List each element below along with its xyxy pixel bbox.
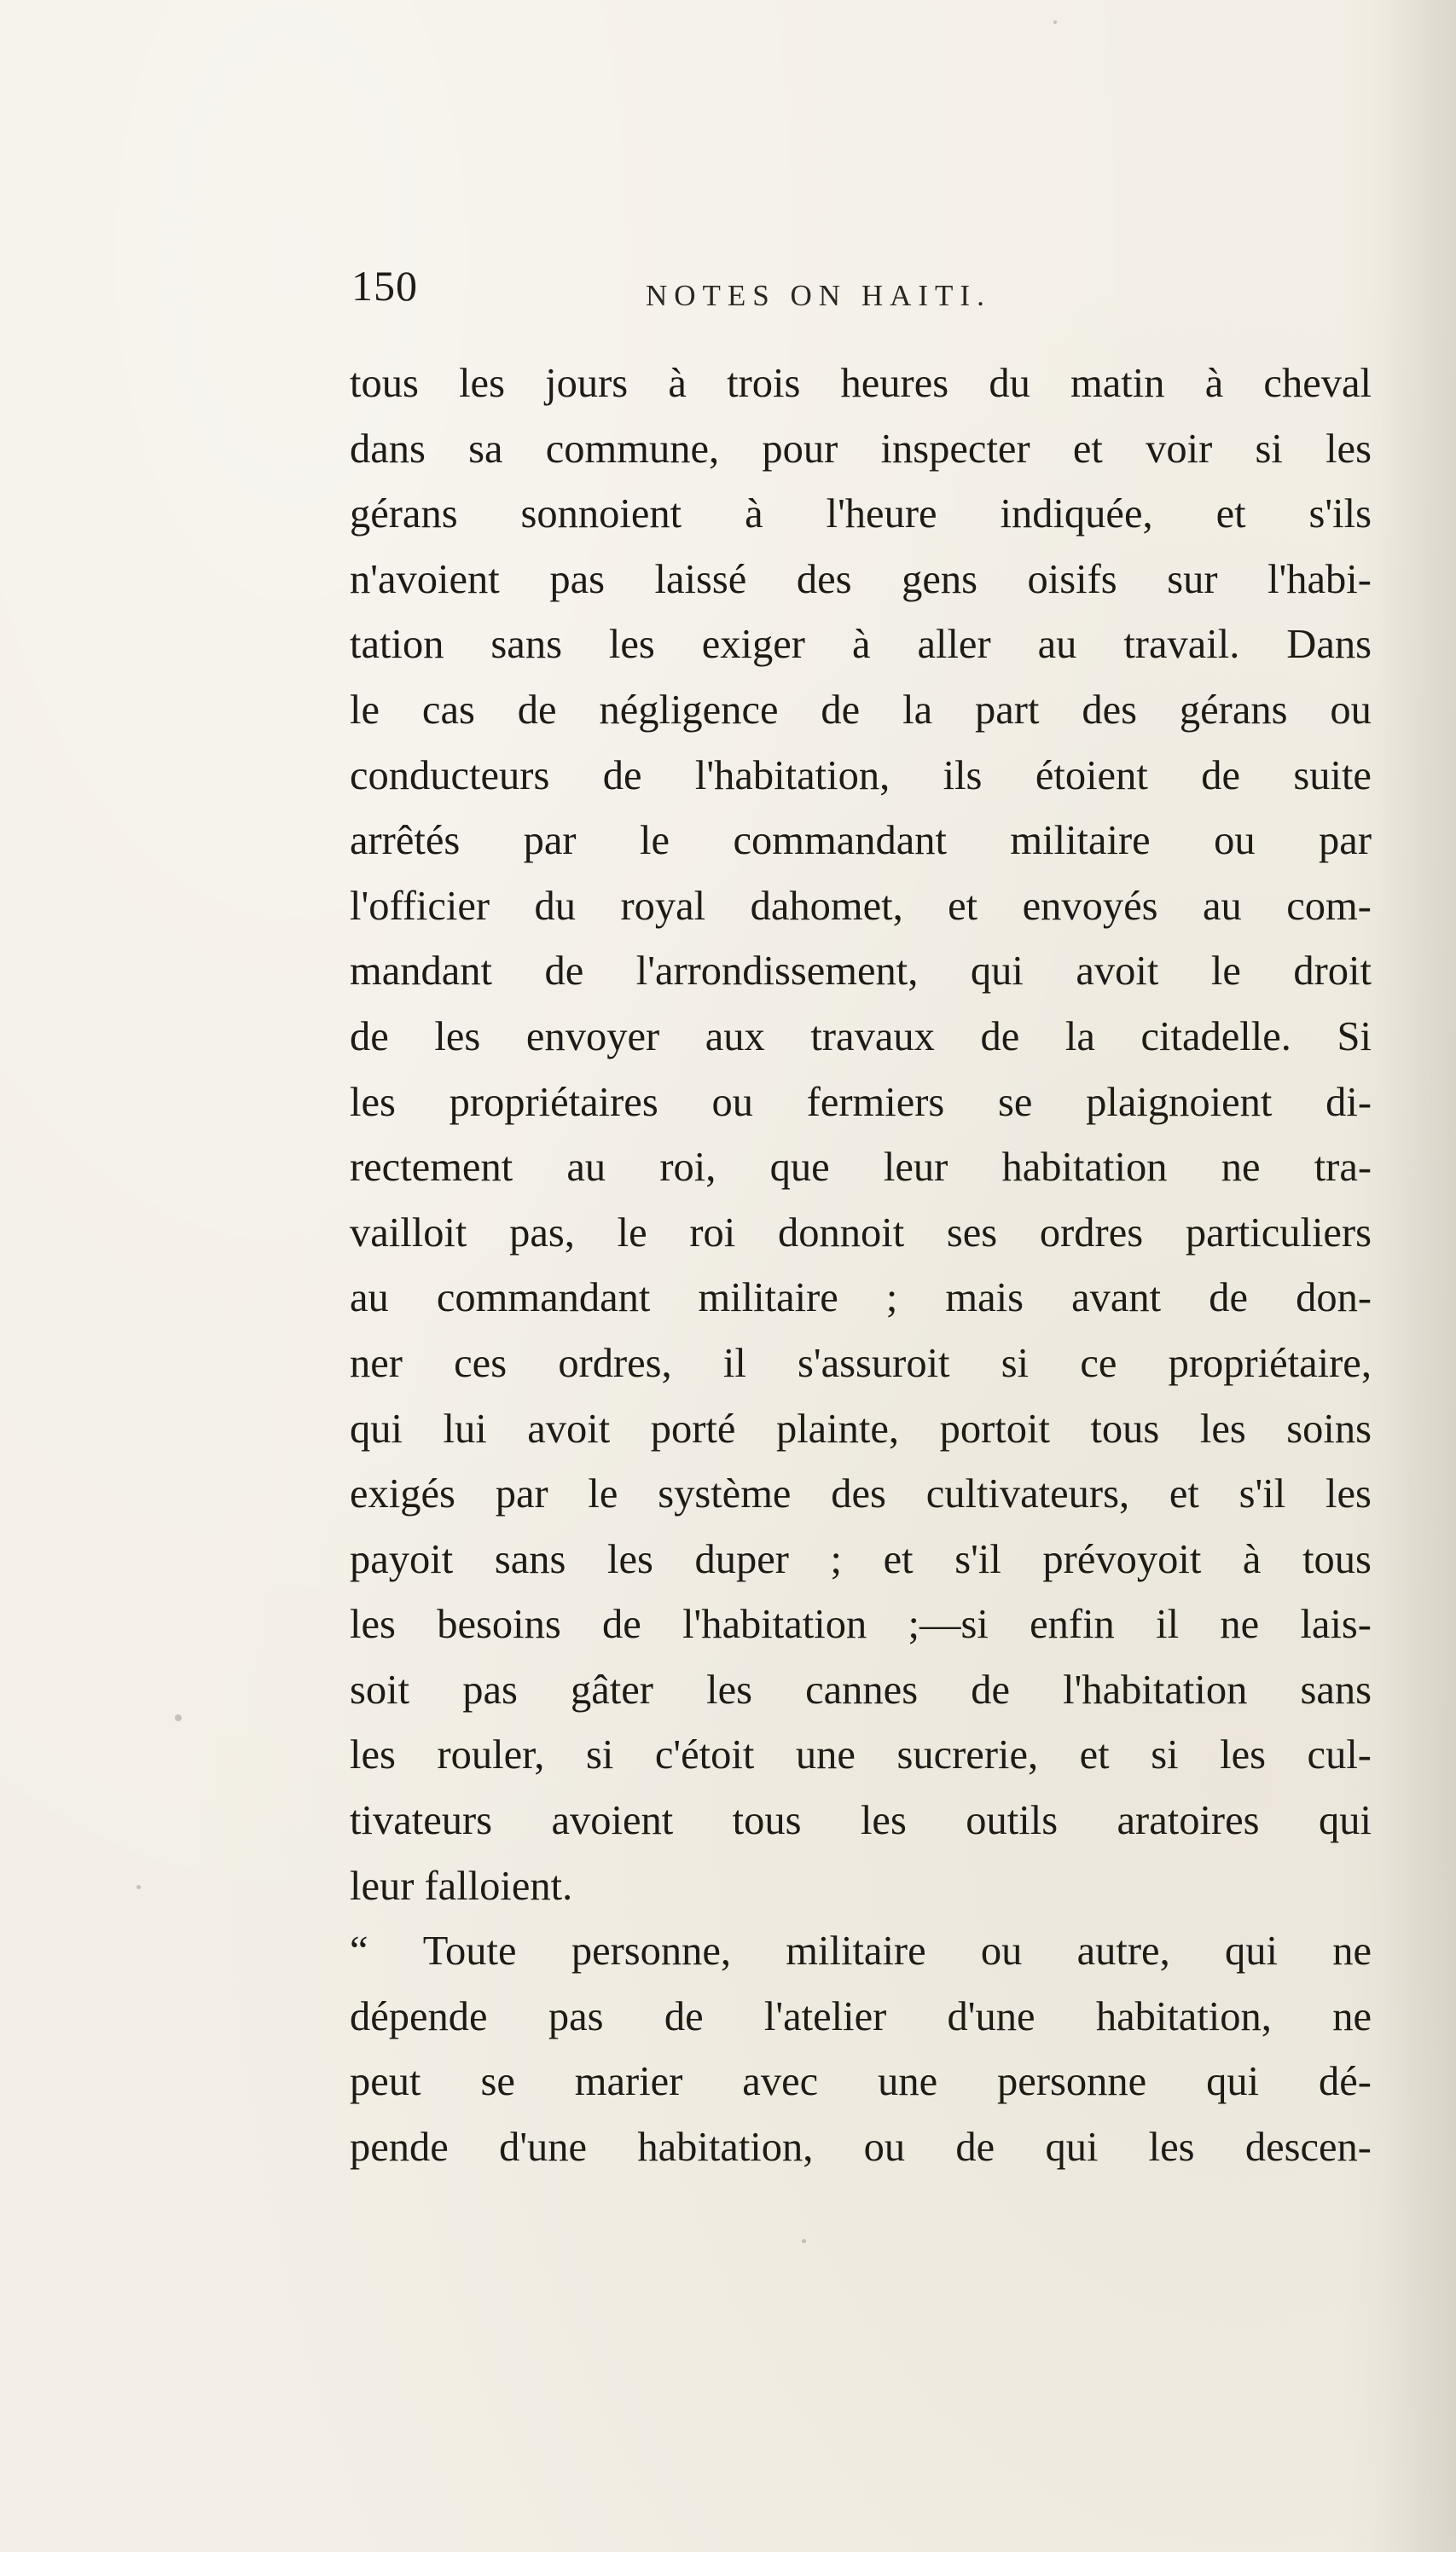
text-line: les propriétaires ou fermiers se plaignoient di- [350, 1079, 1372, 1125]
text-line: tivateurs avoient tous les outils aratoires qui [350, 1798, 1372, 1844]
text-line: les besoins de l'habitation ;—si enfin il ne lais- [350, 1602, 1372, 1648]
text-line: de les envoyer aux travaux de la citadelle. Si [350, 1013, 1372, 1059]
text-line: dépende pas de l'atelier d'une habitation, ne [350, 1993, 1372, 2039]
text-line: vailloit pas, le roi donnoit ses ordres particuliers [350, 1209, 1372, 1256]
print-speck [1053, 20, 1057, 24]
text-line: payoit sans les duper ; et s'il prévoyoit à tous [350, 1536, 1372, 1582]
text-line: mandant de l'arrondissement, qui avoit le droit [350, 948, 1372, 995]
print-speck [802, 2239, 806, 2243]
text-line: au commandant militaire ; mais avant de don- [350, 1275, 1372, 1321]
text-line: rectement au roi, que leur habitation ne tra- [350, 1145, 1372, 1191]
body-text [350, 351, 1372, 2181]
text-line: l'officier du royal dahomet, et envoyés au com- [350, 883, 1372, 929]
text-line: “ Toute personne, militaire ou autre, qui ne [350, 1928, 1372, 1975]
print-speck [136, 1885, 141, 1889]
running-head: NOTES ON HAITI. [646, 279, 991, 312]
page-edge-shading [1379, 0, 1456, 2552]
page-header [351, 261, 1375, 321]
text-line: le cas de négligence de la part des gérans ou [350, 687, 1372, 733]
text-line: qui lui avoit porté plainte, portoit tous les soins [350, 1406, 1372, 1452]
text-line: leur falloient. [350, 1863, 573, 1909]
text-line: exigés par le système des cultivateurs, et s'il les [350, 1471, 1372, 1517]
print-speck [175, 1714, 182, 1721]
text-line: n'avoient pas laissé des gens oisifs sur l'habi- [350, 556, 1372, 602]
page-number: 150 [351, 262, 418, 310]
text-line: tous les jours à trois heures du matin à cheval [350, 361, 1372, 406]
text-line: conducteurs de l'habitation, ils étoient de suite [350, 752, 1372, 798]
text-line: pende d'une habitation, ou de qui les descen- [350, 2125, 1372, 2171]
text-line: soit pas gâter les cannes de l'habitation sans [350, 1667, 1372, 1713]
text-line: tation sans les exiger à aller au travail. Dans [350, 622, 1372, 668]
text-line: ner ces ordres, il s'assuroit si ce propriétaire, [350, 1340, 1372, 1386]
text-line: dans sa commune, pour inspecter et voir si les [350, 426, 1372, 472]
text-line: arrêtés par le commandant militaire ou par [350, 818, 1372, 864]
text-line: peut se marier avec une personne qui dé- [350, 2059, 1372, 2105]
text-line: les rouler, si c'étoit une sucrerie, et si les cul- [350, 1732, 1372, 1778]
text-line: gérans sonnoient à l'heure indiquée, et s'ils [350, 491, 1372, 537]
